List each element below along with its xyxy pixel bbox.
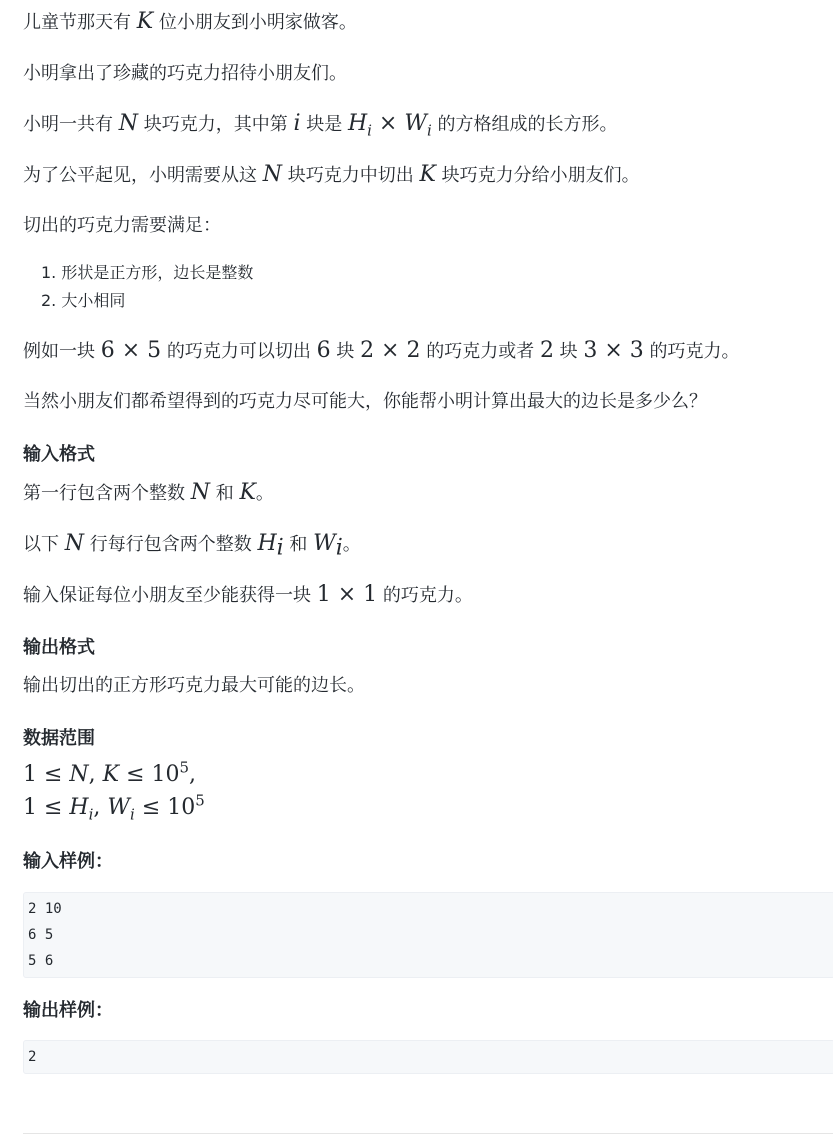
text: 块巧克力分给小朋友们。 [435, 165, 640, 186]
chocolate-paragraph: 小明拿出了珍藏的巧克力招待小朋友们。 [23, 63, 347, 84]
sample-output-code [23, 1040, 833, 1074]
sample-output-heading: 输出样例： [23, 1000, 113, 1021]
text: 为了公平起见，小明需要从这 [23, 165, 263, 186]
input-format-line [23, 531, 361, 561]
math-subscript: i [335, 535, 343, 561]
text: 位小朋友到小明家做客。 [153, 12, 357, 33]
math-var: K [102, 762, 120, 787]
text: 行每行包含两个整数 [83, 534, 258, 555]
text: 。 [342, 534, 361, 555]
text: 块巧克力，其中第 [137, 114, 294, 135]
text: 的巧克力。 [643, 341, 740, 362]
math-var: N [118, 111, 138, 136]
code-line: 2 10 [28, 901, 62, 917]
math-var: H [347, 111, 368, 136]
math-var: K [419, 162, 436, 187]
math-op: × [371, 111, 405, 136]
sample-input-heading: 输入样例： [23, 851, 113, 872]
text: 的巧克力。 [377, 585, 473, 606]
text: 和 [209, 483, 240, 504]
math-expression: 6 [316, 338, 331, 363]
text: 以下 [23, 534, 65, 555]
math-subscript: i [130, 805, 135, 824]
output-format-heading: 输出格式 [23, 637, 95, 658]
text: 块 [553, 341, 584, 362]
fairness-paragraph [23, 162, 640, 189]
text: 第一行包含两个整数 [23, 483, 191, 504]
math-var: K [136, 9, 154, 34]
text: 块是 [300, 114, 348, 135]
math-expression: 2 × 2 [360, 338, 421, 363]
math-part: , [88, 762, 103, 787]
math-part: 1 ≤ [23, 795, 70, 820]
math-subscript: i [88, 805, 94, 824]
math-subscript: i [426, 121, 432, 140]
math-var: N [190, 480, 210, 505]
text: 的巧克力可以切出 [161, 341, 317, 362]
math-var: W [107, 795, 131, 820]
code-line: 5 6 [28, 953, 54, 969]
math-var: H [257, 531, 277, 556]
data-range-heading: 数据范围 [23, 728, 95, 749]
text: 例如一块 [23, 341, 101, 362]
math-var: W [404, 111, 427, 136]
output-format-line: 输出切出的正方形巧克力最大可能的边长。 [23, 675, 365, 696]
math-expression: 2 [539, 338, 554, 363]
data-range-line [23, 791, 205, 824]
input-format-heading: 输入格式 [23, 444, 95, 465]
text: 。 [255, 483, 274, 504]
math-superscript: 5 [179, 758, 190, 777]
text: 输入保证每位小朋友至少能获得一块 [23, 585, 317, 606]
math-expression: 6 × 5 [100, 338, 162, 363]
math-part: ≤ 10 [119, 762, 180, 787]
data-range-line [23, 758, 197, 788]
bottom-divider [23, 1133, 833, 1134]
math-subscript: i [367, 121, 372, 140]
requirements-intro: 切出的巧克力需要满足： [23, 215, 221, 236]
math-part: 1 ≤ [23, 762, 70, 787]
list-item: 1. 形状是正方形，边长是整数 [41, 263, 254, 282]
input-format-line [23, 480, 274, 507]
list-item: 2. 大小相同 [41, 291, 126, 310]
math-superscript: 5 [195, 791, 205, 810]
math-subscript: i [276, 535, 284, 561]
math-part: , [93, 795, 108, 820]
math-expression [347, 111, 432, 140]
requirements-list [41, 259, 253, 315]
text: 块巧克力中切出 [281, 165, 420, 186]
text: 小明一共有 [23, 114, 119, 135]
code-line: 2 [28, 1049, 37, 1065]
math-var: W [313, 531, 336, 556]
math-part: , [189, 762, 197, 787]
sample-input-code [23, 892, 833, 978]
math-part: ≤ 10 [134, 795, 196, 820]
text: 儿童节那天有 [23, 12, 137, 33]
math-var: N [69, 762, 89, 787]
math-var: N [262, 162, 282, 187]
chocolate-count-paragraph [23, 111, 618, 138]
text: 的巧克力或者 [420, 341, 540, 362]
code-line: 6 5 [28, 927, 54, 943]
math-var: H [69, 795, 89, 820]
text: 和 [283, 534, 314, 555]
question-paragraph: 当然小朋友们都希望得到的巧克力尽可能大，你能帮小明计算出最大的边长是多少么？ [23, 391, 707, 412]
math-var: N [64, 531, 84, 556]
intro-paragraph [23, 9, 357, 36]
math-var: K [239, 480, 256, 505]
math-var: i [293, 111, 301, 136]
text: 的方格组成的长方形。 [431, 114, 618, 135]
input-format-line [23, 582, 473, 609]
text: 块 [330, 341, 361, 362]
math-expression: 1 × 1 [316, 582, 378, 607]
math-expression: 3 × 3 [583, 338, 644, 363]
example-paragraph [23, 338, 740, 365]
